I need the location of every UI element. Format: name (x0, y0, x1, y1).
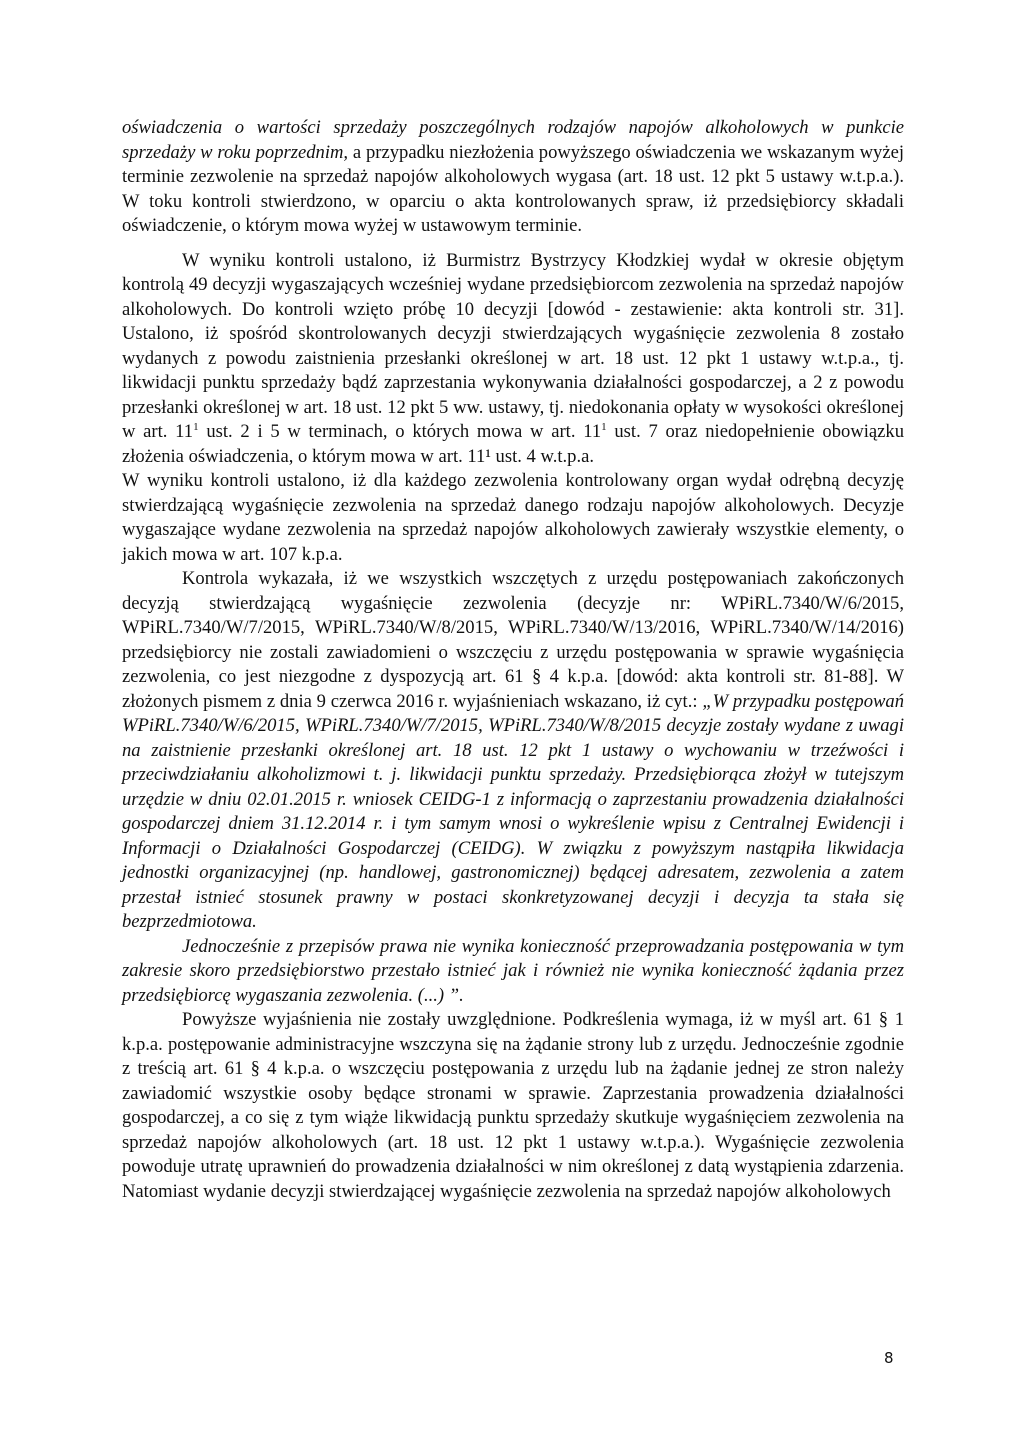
page-number: 8 (884, 1349, 894, 1367)
paragraph-wyjasnienia (122, 1008, 904, 1204)
superscript: 1 (193, 420, 199, 433)
paragraph-text: ust. 2 i 5 w terminach, o których mowa w art. 11 (198, 421, 602, 442)
superscript: 1 (601, 420, 607, 433)
paragraph-text: W wyniku kontroli ustalono, iż dla każdego zezwolenia kontrolowany organ wydał odrębną decyzję stwierdzającą wygaśnięcie zezwolenia na sprzedaż danego rodzaju napojów alkoholowych. Decyzje wygaszające wydane zezwolenia na sprzedaż napojów alkoholowych zawierały wszystkie elementy, o jakich mowa w art. 107 k.p.a. (122, 470, 904, 565)
paragraph-kontrola-wykazala (122, 567, 904, 935)
italic-lead: oświadczenia o wartości sprzedaży poszczególnych rodzajów napojów alkoholowych w punkcie sprzedaży w roku poprzednim, (122, 117, 904, 163)
paragraph-text: Powyższe wyjaśnienia nie zostały uwzględnione. Podkreślenia wymaga, iż w myśl art. 61 § 1 k.p.a. postępowanie administracyjne wszczyna się na żądanie strony lub z urzędu. Jednocześnie zgodnie z treścią art. 61 § 4 k.p.a. o wszczęciu postępowania z urzędu lub na żądanie jednej ze stron należy zawiadomić wszystkie osoby będące stronami w sprawie. Zaprzestania prowadzenia działalności gospodarczej, a co się z tym wiąże likwidacją punktu sprzedaży skutkuje wygaśnięciem zezwolenia na sprzedaż napojów alkoholowych (art. 18 ust. 12 pkt 1 ustawy w.t.p.a.). Wygaśnięcie zezwolenia powoduje utratę uprawnień do prowadzenia działalności w nim określonej z datą wystąpienia zdarzenia. Natomiast wydanie decyzji stwierdzającej wygaśnięcie zezwolenia na sprzedaż napojów alkoholowych (122, 1009, 904, 1202)
paragraph-quote-continued (122, 935, 904, 1009)
paragraph-burmistrz-decyzje (122, 249, 904, 470)
paragraph-text: Kontrola wykazała, iż we wszystkich wszczętych z urzędu postępowaniach zakończonych decyzją stwierdzającą wygaśnięcie zezwolenia (decyzje nr: WPiRL.7340/W/6/2015, WPiRL.7340/W/7/2015, WPiRL.7340/W/8/2015, WPiRL.7340/W/13/2016, WPiRL.7340/W/14/2016) przedsiębiorcy nie zostali zawiadomieni o wszczęciu z urzędu postępowania w sprawie wygaśnięcia zezwolenia, co jest niezgodne z dyspozycją art. 61 § 4 k.p.a. [dowód: akta kontroli str. 81-88]. W złożonych pismem z dnia 9 czerwca 2016 r. wyjaśnieniach wskazano, iż cyt.: (122, 568, 904, 712)
paragraph-text: ust. 7 oraz niedopełnienie obowiązku złożenia oświadczenia, o którym mowa w art. 11¹ ust. 4 w.t.p.a. (122, 421, 905, 467)
paragraph-odrebna-decyzja (122, 469, 904, 567)
paragraph-oswiadczenie (122, 116, 904, 239)
quoted-explanation: Jednocześnie z przepisów prawa nie wynika konieczność przeprowadzania postępowania w tym zakresie skoro przedsiębiorstwo przestało istnieć jak i również nie wynika konieczność żądania przez przedsiębiorcę wygaszania zezwolenia. (...) ”. (122, 935, 904, 1006)
quoted-explanation: „W przypadku postępowań WPiRL.7340/W/6/2015, WPiRL.7340/W/7/2015, WPiRL.7340/W/8/2015 decyzje zostały wydane z uwagi na zaistnienie przesłanki określonej art. 18 ust. 12 pkt 1 ustawy o wychowaniu w trzeźwości i przeciwdziałaniu alkoholizmowi t. j. likwidacji punktu sprzedaży. Przedsiębiorąca złożył w tutejszym urzędzie w dniu 02.01.2015 r. wniosek CEIDG-1 z informacją o zaprzestaniu prowadzenia działalności gospodarczej dniem 31.12.2014 r. i tym samym wnosi o wykreślenie wpisu z Centralnej Ewidencji i Informacji o Działalności Gospodarczej (CEIDG). W związku z powyższym nastąpiła likwidacja jednostki organizacyjnej (np. handlowej, gastronomicznej) będącej adresatem, zezwolenia a zatem przestał istnieć stosunek prawny w postaci skonkretyzowanej decyzji i decyzja ta stała się bezprzedmiotowa. (122, 690, 904, 932)
paragraph-text: a przypadku niezłożenia powyższego oświadczenia we wskazanym wyżej terminie zezwolenie na sprzedaż napojów alkoholowych wygasa (art. 18 ust. 12 pkt 5 ustawy w.t.p.a.). W toku kontroli stwierdzono, w oparciu o akta kontrolowanych spraw, iż przedsiębiorcy składali oświadczenie, o którym mowa wyżej w ustawowym terminie. (122, 141, 905, 236)
paragraph-text: W wyniku kontroli ustalono, iż Burmistrz Bystrzycy Kłodzkiej wydał w okresie objętym kontrolą 49 decyzji wygaszających wcześniej wydane przedsiębiorcom zezwolenia na sprzedaż napojów alkoholowych. Do kontroli wzięto próbę 10 decyzji [dowód - zestawienie: akta kontroli str. 31]. Ustalono, iż spośród skontrolowanych decyzji stwierdzających wygaśnięcie zezwolenia 8 zostało wydanych z powodu zaistnienia przesłanki określonej w art. 18 ust. 12 pkt 1 ustawy w.t.p.a., tj. likwidacji punktu sprzedaży bądź zaprzestania wykonywania działalności gospodarczej, a 2 z powodu przesłanki określonej w art. 18 ust. 12 pkt 5 ww. ustawy, tj. niedokonania opłaty w wysokości określonej w art. 11 (122, 249, 904, 442)
body-text (122, 116, 904, 1204)
